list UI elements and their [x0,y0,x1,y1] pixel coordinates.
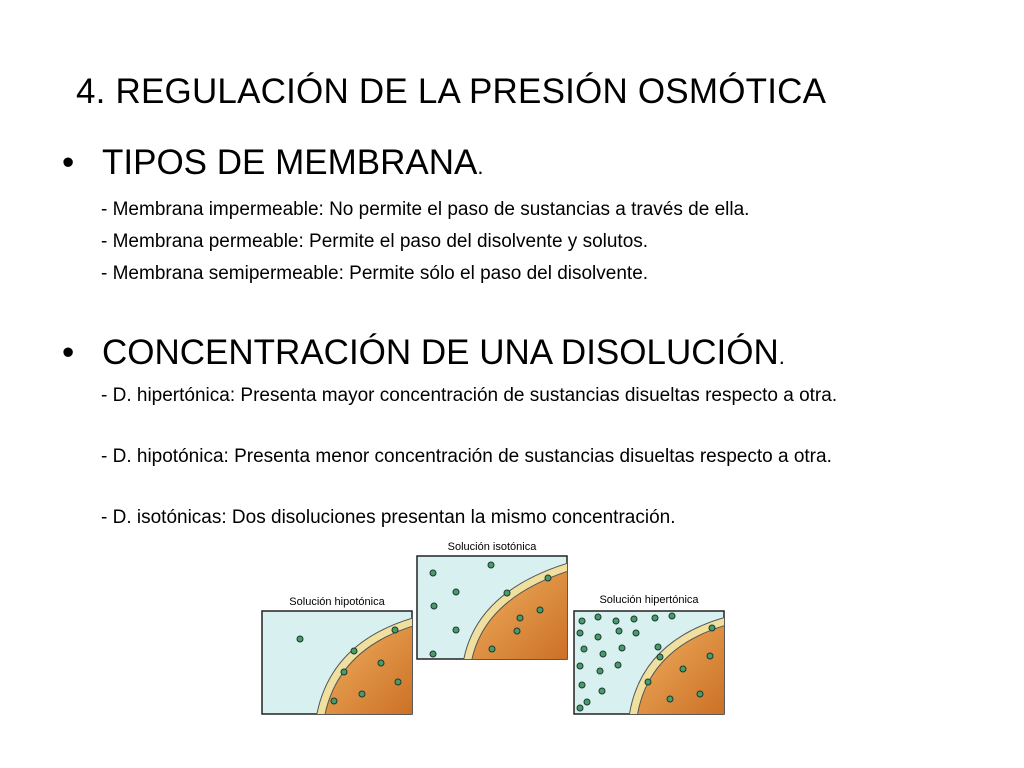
membrane-permeable-text: - Membrana permeable: Permite el paso del disolvente y solutos. [101,231,649,252]
bullet-dot: • [62,143,75,182]
panel-hypotonic [262,611,420,726]
hypertonic-definition: - D. hipertónica: Presenta mayor concentración de sustancias disueltas respecto a otra. [101,385,838,406]
membrane-semipermeable-text: - Membrana semipermeable: Permite sólo el paso del disolvente. [101,263,649,284]
bullet-heading: CONCENTRACIÓN DE UNA DISOLUCIÓN. [102,333,785,372]
panel-hypertonic [574,611,730,726]
hypotonic-definition: - D. hipotónica: Presenta menor concentración de sustancias disueltas respecto a otra. [101,446,832,467]
caption-hypertonic: Solución hipertónica [599,594,699,606]
isotonic-definition: - D. isotónicas: Dos disoluciones presentan la mismo concentración. [101,507,676,528]
slide-title: 4. REGULACIÓN DE LA PRESIÓN OSMÓTICA [76,72,827,111]
caption-isotonic: Solución isotónica [447,541,537,553]
panel-isotonic [417,556,575,671]
bullet-heading: TIPOS DE MEMBRANA. [102,143,484,182]
caption-hypotonic: Solución hipotónica [289,596,385,608]
osmosis-diagram [230,536,750,726]
membrane-impermeable-text: - Membrana impermeable: No permite el paso de sustancias a través de ella. [101,199,750,220]
bullet-dot: • [62,333,75,372]
osmosis-diagram-svg [230,536,750,726]
